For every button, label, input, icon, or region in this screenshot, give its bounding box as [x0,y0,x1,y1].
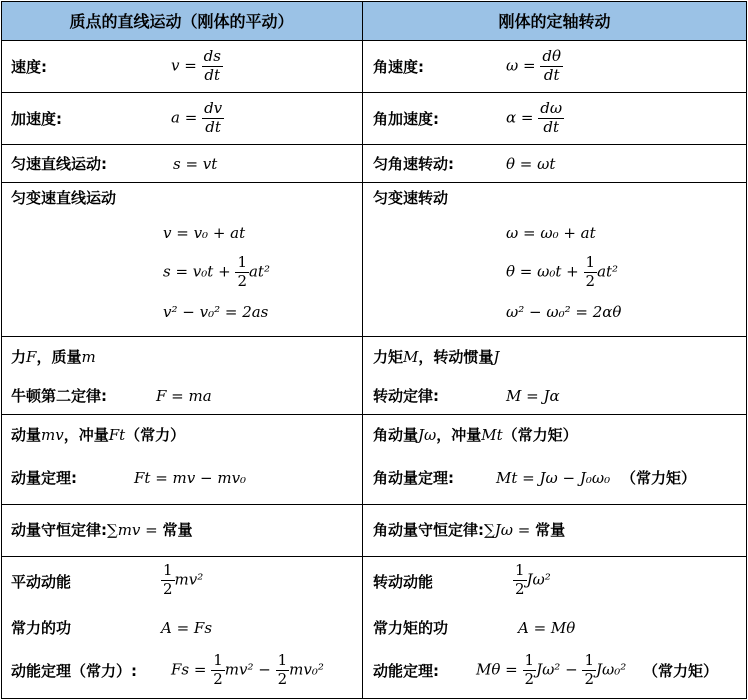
speed-left-label: 速度: [11,58,47,76]
uniform-right-label: 匀角速转动: [373,155,454,173]
header-left-text: 质点的直线运动（刚体的平动） [69,12,294,31]
energy-left-l1-fraction [161,563,175,598]
momentum-right-l1-d: Mt [481,426,503,444]
momentum-right-l1-e: （常力矩） [502,426,578,444]
accel-left-cell [1,93,363,145]
variable-left-f2-a: s = v₀t + [163,262,231,281]
force-right-l1-a: 力矩 [373,348,404,366]
energy-left-l3-a: Fs = [171,660,207,679]
momentum-right-l1-a: 角动量 [373,426,419,444]
conservation-left-cell [1,505,363,557]
momentum-right-l1-c: ，冲量 [436,426,482,444]
conservation-left-formula: ∑mv = [107,521,163,539]
force-right-l1-b: M [403,348,419,366]
accel-right-cell [363,93,747,145]
speed-left-lhs: v [171,56,180,75]
conservation-left-label: 动量守恒定律: [11,521,107,539]
accel-left-den: dt [205,117,221,136]
momentum-right-l2-note: （常力矩） [621,469,697,487]
energy-left-l1-num: 1 [163,561,173,579]
uniform-left-cell [1,145,363,183]
energy-right-l1-label: 转动动能 [373,573,434,591]
force-right-l2-label: 转动定律: [373,387,439,405]
momentum-right-l2-formula: Mt = Jω − J₀ω₀ [496,469,611,487]
variable-right-f2-b: at² [597,262,619,281]
momentum-left-cell [1,415,363,505]
momentum-left-l1-d: Ft [108,426,126,444]
conservation-left-const: 常量 [162,521,193,539]
conservation-left-line [11,523,193,538]
energy-right-cell [363,557,747,699]
header-right-text: 刚体的定轴转动 [498,12,611,31]
header-left [1,1,363,41]
force-left-l1-a: 力 [11,348,27,366]
force-left-l2-label: 牛顿第二定律: [11,387,107,405]
energy-right-l3-a: Mθ = [476,660,518,679]
momentum-right-cell [363,415,747,505]
energy-right-l3-n1: 1 [524,651,535,669]
energy-left-l1-label: 平动动能 [11,573,72,591]
speed-right-lhs: ω [506,56,519,75]
accel-right-fraction [538,101,564,136]
variable-right-f2-a: θ = ω₀t + [506,262,579,281]
variable-left-f2-den: 2 [237,271,247,290]
energy-right-l1-formula [513,563,551,598]
accel-left-label: 加速度: [11,110,62,128]
momentum-right-l2-label: 角动量定理: [373,469,454,487]
energy-left-l3-d2: 2 [277,669,288,688]
energy-left-l3-formula [171,653,324,688]
force-left-l1-c: ，质量 [36,348,82,366]
variable-left-f1: v = v₀ + at [163,224,246,242]
variable-left-cell [1,183,363,337]
momentum-right-line1 [373,428,578,443]
momentum-left-l1-c: ，冲量 [63,426,109,444]
energy-left-l1-tail: mv² [174,570,204,589]
uniform-right-cell [363,145,747,183]
speed-left-cell [1,41,363,93]
accel-right-num: dω [540,99,563,117]
momentum-left-line1 [11,428,185,443]
energy-left-l3-fraction2 [276,653,290,688]
force-right-line1 [373,350,499,365]
momentum-left-l1-a: 动量 [11,426,42,444]
accel-left-fraction [202,101,224,136]
speed-left-fraction [202,49,223,84]
energy-right-l2-label: 常力矩的功 [373,619,449,637]
energy-right-l3-note: （常力矩） [643,662,719,680]
uniform-left-formula: s = vt [173,155,218,173]
speed-left-den: dt [204,65,221,84]
energy-right-l3-c: Jω₀² [596,660,627,679]
speed-right-den: dt [543,65,560,84]
energy-left-l3-c: mv₀² [289,660,324,679]
energy-right-l3-label: 动能定理: [373,662,439,680]
speed-left-formula: v = $\frac{ds}{dt}$ [171,47,221,84]
force-left-l1-b: F [26,348,37,366]
energy-right-l3-formula [476,653,626,688]
force-left-l1-d: m [81,348,96,366]
force-left-cell [1,337,363,415]
energy-right-l1-fraction [513,563,527,598]
momentum-left-l1-b: mv [41,426,64,444]
momentum-left-l2-formula: Ft = mv − mv₀ [134,469,247,487]
variable-right-f2 [506,255,618,290]
energy-right-l3-n2: 1 [584,651,594,669]
variable-left-f2-num: 1 [237,253,247,271]
speed-right-label: 角速度: [373,58,424,76]
accel-left-num: dv [204,99,223,117]
energy-left-l3-n1: 1 [213,651,223,669]
accel-right-den: dt [543,117,559,136]
force-left-line1 [11,350,96,365]
header-right [363,1,747,41]
force-right-l1-d: J [493,348,500,366]
variable-right-cell [363,183,747,337]
conservation-right-cell [363,505,747,557]
variable-right-f2-num: 1 [585,253,596,271]
conservation-right-formula: ∑Jω = [484,521,536,539]
variable-right-f3: ω² − ω₀² = 2αθ [506,303,622,321]
variable-right-f2-den: 2 [585,271,596,290]
accel-right-label: 角加速度: [373,110,439,128]
accel-right-lhs: α [506,108,517,127]
speed-left-num: ds [203,47,221,65]
variable-left-f2-b: at² [248,262,270,281]
speed-right-formula: ω = $\frac{d\theta}{dt}$ [506,47,561,84]
variable-left-f2 [163,255,270,290]
momentum-left-l2-label: 动量定理: [11,469,77,487]
energy-left-l2-formula: A = Fs [161,619,213,637]
conservation-right-line [373,523,565,538]
accel-left-lhs: a [171,108,180,127]
accel-left-formula: a = $\frac{dv}{dt}$ [171,99,223,136]
energy-right-l2-formula: A = Mθ [518,619,576,637]
energy-right-l3-fraction2 [582,653,596,688]
momentum-left-l1-e: （常力） [125,426,186,444]
energy-left-l2-label: 常力的功 [11,619,72,637]
uniform-left-label: 匀速直线运动: [11,155,107,173]
energy-left-cell [1,557,363,699]
energy-left-l3-n2: 1 [277,651,288,669]
speed-right-fraction [540,49,563,84]
variable-right-f1: ω = ω₀ + at [506,224,596,242]
energy-left-l1-formula [161,563,203,598]
energy-left-l3-label: 动能定理（常力）: [11,662,137,680]
accel-right-formula: α = $\frac{d\omega}{dt}$ [506,99,563,136]
conservation-right-label: 角动量守恒定律: [373,521,484,539]
variable-right-f2-fraction [584,255,598,290]
energy-left-l3-d1: 2 [213,669,223,688]
variable-left-f3: v² − v₀² = 2as [163,303,269,321]
force-right-l2-formula: M = Jα [506,387,560,405]
energy-left-l1-den: 2 [163,579,173,598]
variable-left-label: 匀变速直线运动 [11,189,117,207]
energy-left-l3-b: mv² − [224,660,271,679]
energy-right-l3-b: Jω² − [536,660,578,679]
momentum-right-l1-b: Jω [418,426,437,444]
force-right-l1-c: ，转动惯量 [418,348,494,366]
energy-right-l3-d1: 2 [524,669,535,688]
speed-right-cell [363,41,747,93]
conservation-right-const: 常量 [535,521,566,539]
force-right-cell [363,337,747,415]
speed-right-num: dθ [542,47,561,65]
uniform-right-formula: θ = ωt [506,155,556,173]
energy-right-l1-den: 2 [515,579,525,598]
energy-right-l1-num: 1 [515,561,525,579]
energy-right-l1-tail: Jω² [526,570,551,589]
energy-left-l3-fraction1 [211,653,225,688]
force-left-l2-formula: F = ma [156,387,212,405]
variable-right-label: 匀变速转动 [373,189,449,207]
variable-left-f2-fraction [235,255,249,290]
energy-right-l3-fraction1 [523,653,537,688]
energy-right-l3-d2: 2 [584,669,594,688]
